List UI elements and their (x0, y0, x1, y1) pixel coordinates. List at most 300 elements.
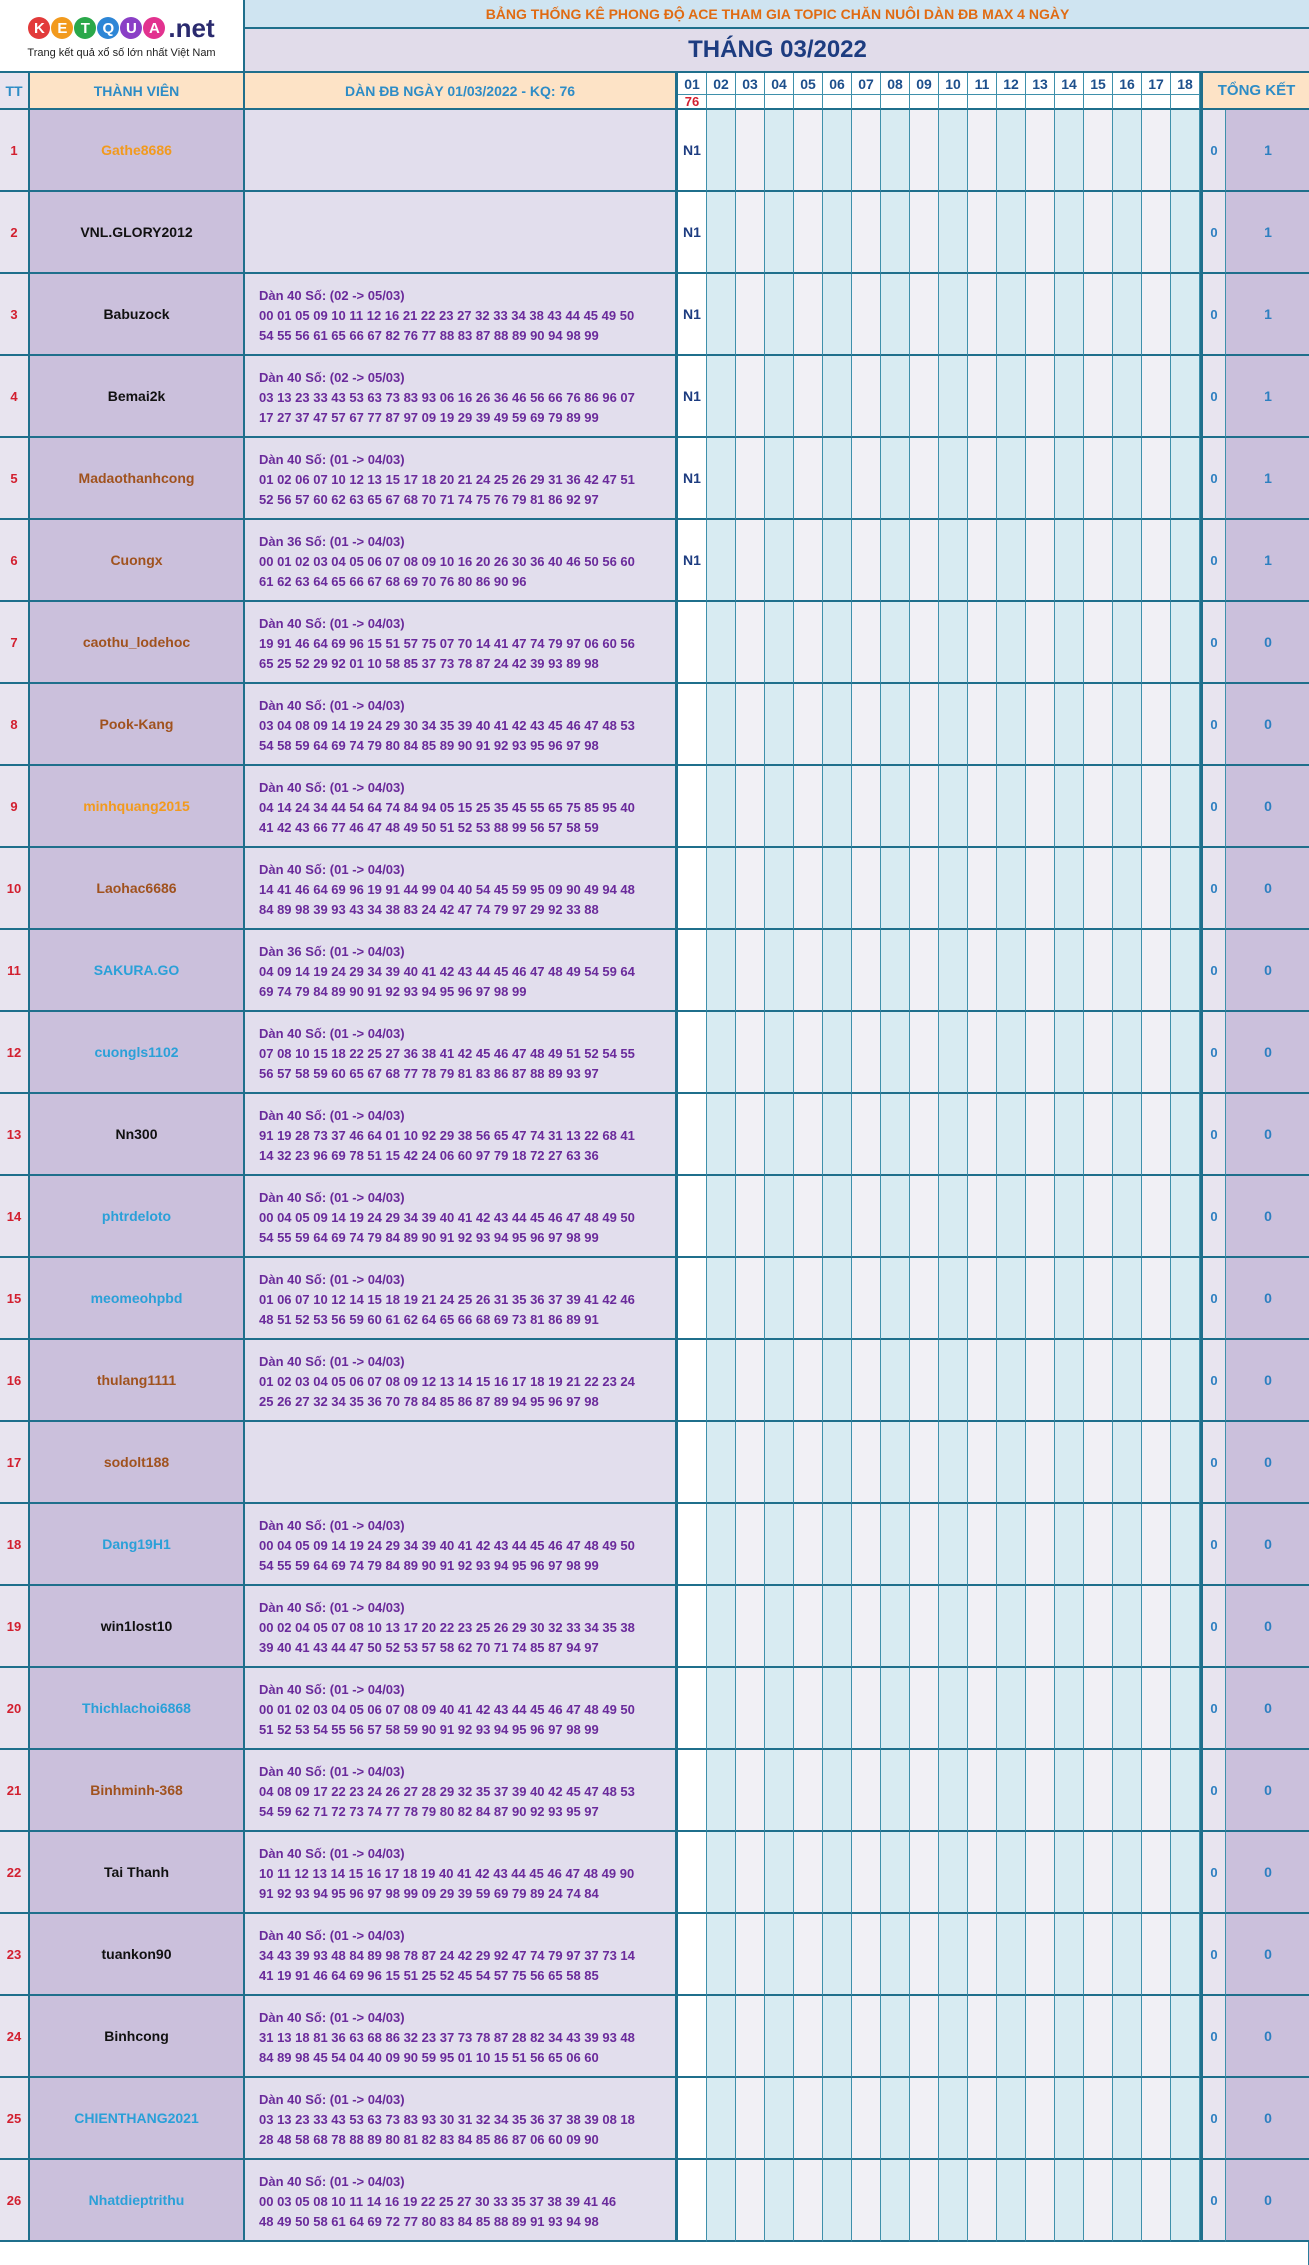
day-cell (1171, 1914, 1200, 1996)
day-result-10 (939, 95, 968, 110)
day-result-05 (794, 95, 823, 110)
dan-title: Dàn 40 Số: (01 -> 04/03) (259, 2010, 405, 2025)
day-cell (765, 1586, 794, 1668)
day-cell (678, 1914, 707, 1996)
row-number: 25 (0, 2078, 30, 2160)
day-cell (881, 520, 910, 602)
day-cell (823, 1668, 852, 1750)
day-cell (910, 1094, 939, 1176)
day-cell (765, 1258, 794, 1340)
day-cell (881, 930, 910, 1012)
score-cell: 0 (1200, 1586, 1226, 1668)
day-cell (1171, 930, 1200, 1012)
total-cell: 0 (1226, 684, 1309, 766)
day-cell (736, 110, 765, 192)
dan-numbers-cell (245, 274, 678, 356)
day-cell (997, 1750, 1026, 1832)
dan-number-line: 56 57 58 59 60 65 67 68 77 78 79 81 83 86 87 88 89 93 97 (259, 1066, 599, 1081)
dan-number-line: 65 25 52 29 92 01 10 58 85 37 73 78 87 24 42 39 93 89 98 (259, 656, 599, 671)
member-name[interactable]: win1lost10 (30, 1586, 245, 1668)
row-number: 12 (0, 1012, 30, 1094)
day-cell (997, 766, 1026, 848)
day-cell (1026, 1996, 1055, 2078)
day-result-07 (852, 95, 881, 110)
day-cell (1113, 684, 1142, 766)
day-cell (1084, 1914, 1113, 1996)
score-cell: 0 (1200, 192, 1226, 274)
member-name[interactable]: Nn300 (30, 1094, 245, 1176)
member-name[interactable]: VNL.GLORY2012 (30, 192, 245, 274)
day-cell (736, 1012, 765, 1094)
day-cell (1026, 1258, 1055, 1340)
day-cell (1026, 356, 1055, 438)
day-cell (1055, 602, 1084, 684)
day-header-12: 12 (997, 73, 1026, 95)
day-cell (1113, 1176, 1142, 1258)
day-cell (707, 602, 736, 684)
day-cell (968, 274, 997, 356)
total-cell: 0 (1226, 1012, 1309, 1094)
day-cell (881, 1176, 910, 1258)
day-cell (765, 602, 794, 684)
day-cell (968, 110, 997, 192)
dan-title: Dàn 40 Số: (01 -> 04/03) (259, 1600, 405, 1615)
dan-title: Dàn 40 Số: (01 -> 04/03) (259, 1354, 405, 1369)
score-cell: 0 (1200, 2160, 1226, 2242)
member-name[interactable]: Gathe8686 (30, 110, 245, 192)
dan-number-line: 03 13 23 33 43 53 63 73 83 93 06 16 26 36 46 56 66 76 86 96 07 (259, 390, 635, 405)
row-number: 24 (0, 1996, 30, 2078)
dan-number-line: 69 74 79 84 89 90 91 92 93 94 95 96 97 98 99 (259, 984, 527, 999)
dan-number-line: 28 48 58 68 78 88 89 80 81 82 83 84 85 86 87 06 60 09 90 (259, 2132, 599, 2147)
day-cell (1142, 848, 1171, 930)
day-cell (736, 192, 765, 274)
day-cell (765, 356, 794, 438)
day-cell (1113, 1832, 1142, 1914)
day-cell (1084, 110, 1113, 192)
member-name[interactable]: Tai Thanh (30, 1832, 245, 1914)
member-name[interactable]: Dang19H1 (30, 1504, 245, 1586)
dan-numbers-cell (245, 2078, 678, 2160)
day-header-08: 08 (881, 73, 910, 95)
dan-title: Dàn 40 Số: (01 -> 04/03) (259, 1928, 405, 1943)
day-cell (968, 930, 997, 1012)
dan-number-line: 84 89 98 39 93 43 34 38 83 24 42 47 74 79 97 29 92 33 88 (259, 902, 599, 917)
day-cell (1055, 110, 1084, 192)
day-cell (1055, 1832, 1084, 1914)
member-name[interactable]: minhquang2015 (30, 766, 245, 848)
day-cell (1026, 1750, 1055, 1832)
day-cell (765, 766, 794, 848)
day-header-10: 10 (939, 73, 968, 95)
day-cell (707, 848, 736, 930)
day-cell (707, 1996, 736, 2078)
day-cell (881, 1586, 910, 1668)
dan-number-line: 39 40 41 43 44 47 50 52 53 57 58 62 70 71 74 85 87 94 97 (259, 1640, 599, 1655)
day-cell (939, 192, 968, 274)
day-cell (794, 1586, 823, 1668)
site-logo[interactable] (0, 0, 245, 73)
row-number: 1 (0, 110, 30, 192)
day-cell (1113, 1750, 1142, 1832)
day-cell (678, 1668, 707, 1750)
day-cell: N1 (678, 110, 707, 192)
day-header-06: 06 (823, 73, 852, 95)
member-name[interactable]: Thichlachoi6868 (30, 1668, 245, 1750)
day-cell (852, 2160, 881, 2242)
day-header-15: 15 (1084, 73, 1113, 95)
dan-title: Dàn 40 Số: (01 -> 04/03) (259, 452, 405, 467)
day-cell (997, 848, 1026, 930)
day-cell (1055, 1668, 1084, 1750)
day-cell (678, 766, 707, 848)
member-name[interactable]: Cuongx (30, 520, 245, 602)
day-cell (910, 274, 939, 356)
member-name[interactable]: SAKURA.GO (30, 930, 245, 1012)
day-cell (1171, 1750, 1200, 1832)
day-cell (997, 684, 1026, 766)
day-cell (1113, 1340, 1142, 1422)
day-cell (1142, 520, 1171, 602)
member-name[interactable]: Madaothanhcong (30, 438, 245, 520)
day-cell (910, 1750, 939, 1832)
total-cell: 1 (1226, 274, 1309, 356)
dan-title: Dàn 36 Số: (01 -> 04/03) (259, 944, 405, 959)
day-cell (997, 1832, 1026, 1914)
day-header-01: 01 (678, 73, 707, 95)
day-cell (1171, 1422, 1200, 1504)
day-cell (1142, 1996, 1171, 2078)
day-cell (1026, 274, 1055, 356)
member-name[interactable]: thulang1111 (30, 1340, 245, 1422)
day-cell (1055, 1750, 1084, 1832)
day-cell (794, 1750, 823, 1832)
day-cell (765, 192, 794, 274)
dan-numbers-cell (245, 602, 678, 684)
dan-number-line: 00 04 05 09 14 19 24 29 34 39 40 41 42 43 44 45 46 47 48 49 50 (259, 1538, 635, 1553)
day-cell (968, 1996, 997, 2078)
member-name[interactable]: Binhminh-368 (30, 1750, 245, 1832)
score-cell: 0 (1200, 274, 1226, 356)
day-cell (736, 274, 765, 356)
member-name[interactable]: tuankon90 (30, 1914, 245, 1996)
member-name[interactable]: caothu_lodehoc (30, 602, 245, 684)
day-cell (1026, 930, 1055, 1012)
day-cell (1055, 1012, 1084, 1094)
day-cell (910, 1668, 939, 1750)
dan-numbers-cell (245, 1258, 678, 1340)
day-cell (1142, 438, 1171, 520)
day-cell (1171, 1832, 1200, 1914)
day-cell (794, 356, 823, 438)
day-cell (910, 1832, 939, 1914)
dan-numbers-cell (245, 848, 678, 930)
day-cell (1171, 192, 1200, 274)
member-name[interactable]: Laohac6686 (30, 848, 245, 930)
day-cell (823, 1340, 852, 1422)
day-cell (852, 1832, 881, 1914)
dan-numbers-cell (245, 1504, 678, 1586)
row-number: 4 (0, 356, 30, 438)
dan-numbers-cell (245, 930, 678, 1012)
day-cell (1171, 766, 1200, 848)
day-cell (997, 1996, 1026, 2078)
day-cell (997, 2160, 1026, 2242)
day-cell (678, 848, 707, 930)
dan-number-line: 01 02 06 07 10 12 13 15 17 18 20 21 24 25 26 29 31 36 42 47 51 (259, 472, 635, 487)
day-cell (1026, 848, 1055, 930)
table-banner: BẢNG THỐNG KÊ PHONG ĐỘ ACE THAM GIA TOPIC CHĂN NUÔI DÀN ĐB MAX 4 NGÀY (245, 0, 1309, 29)
day-cell (794, 684, 823, 766)
day-cell (1026, 438, 1055, 520)
day-cell (678, 602, 707, 684)
day-cell (997, 1258, 1026, 1340)
day-result-03 (736, 95, 765, 110)
day-cell (678, 1504, 707, 1586)
dan-title: Dàn 40 Số: (01 -> 04/03) (259, 862, 405, 877)
dan-number-line: 19 91 46 64 69 96 15 51 57 75 07 70 14 41 47 74 79 97 06 60 56 (259, 636, 635, 651)
day-cell (1026, 1422, 1055, 1504)
day-cell (1026, 192, 1055, 274)
day-cell (1055, 1094, 1084, 1176)
day-cell (939, 1996, 968, 2078)
row-number: 13 (0, 1094, 30, 1176)
day-cell (1113, 1914, 1142, 1996)
day-cell (852, 1914, 881, 1996)
dan-number-line: 01 02 03 04 05 06 07 08 09 12 13 14 15 16 17 18 19 21 22 23 24 (259, 1374, 635, 1389)
day-cell (794, 1094, 823, 1176)
day-cell (968, 520, 997, 602)
day-cell (910, 356, 939, 438)
logo-suffix: .net (168, 12, 215, 43)
day-cell (736, 930, 765, 1012)
day-result-15 (1084, 95, 1113, 110)
day-cell (736, 684, 765, 766)
dan-number-line: 03 04 08 09 14 19 24 29 30 34 35 39 40 41 42 43 45 46 47 48 53 (259, 718, 635, 733)
day-cell (1084, 1586, 1113, 1668)
day-cell (1142, 1504, 1171, 1586)
day-cell (1113, 1258, 1142, 1340)
day-result-01: 76 (678, 95, 707, 110)
score-cell: 0 (1200, 1750, 1226, 1832)
dan-number-line: 25 26 27 32 34 35 36 70 78 84 85 86 87 89 94 95 96 97 98 (259, 1394, 599, 1409)
score-cell: 0 (1200, 1668, 1226, 1750)
day-cell (852, 1586, 881, 1668)
day-cell (968, 356, 997, 438)
day-cell (707, 1504, 736, 1586)
day-cell (736, 2078, 765, 2160)
day-cell (939, 2160, 968, 2242)
day-cell (1171, 848, 1200, 930)
day-cell (997, 1586, 1026, 1668)
member-name[interactable]: cuongls1102 (30, 1012, 245, 1094)
dan-number-line: 54 55 59 64 69 74 79 84 89 90 91 92 93 94 95 96 97 98 99 (259, 1230, 599, 1245)
day-cell (1055, 1176, 1084, 1258)
day-cell (1055, 192, 1084, 274)
day-cell (1055, 274, 1084, 356)
total-cell: 0 (1226, 1422, 1309, 1504)
day-result-08 (881, 95, 910, 110)
score-cell: 0 (1200, 1914, 1226, 1996)
day-cell (852, 930, 881, 1012)
day-cell (1142, 110, 1171, 192)
logo-letter-ball: K (28, 17, 50, 39)
day-cell (1113, 1668, 1142, 1750)
day-cell (794, 1832, 823, 1914)
day-cell (736, 1996, 765, 2078)
day-cell (1055, 1340, 1084, 1422)
score-cell: 0 (1200, 766, 1226, 848)
day-cell (765, 520, 794, 602)
day-cell (1084, 848, 1113, 930)
day-cell (707, 438, 736, 520)
day-cell (1084, 1258, 1113, 1340)
dan-number-line: 54 58 59 64 69 74 79 80 84 85 89 90 91 92 93 95 96 97 98 (259, 738, 599, 753)
member-name[interactable]: Pook-Kang (30, 684, 245, 766)
day-cell (736, 438, 765, 520)
day-cell (1171, 1668, 1200, 1750)
day-cell (852, 356, 881, 438)
day-cell (823, 1914, 852, 1996)
total-cell: 1 (1226, 110, 1309, 192)
day-cell (1142, 1668, 1171, 1750)
day-cell (1026, 602, 1055, 684)
day-cell (997, 356, 1026, 438)
dan-number-line: 03 13 23 33 43 53 63 73 83 93 30 31 32 34 35 36 37 38 39 08 18 (259, 2112, 635, 2127)
day-cell (736, 1094, 765, 1176)
day-cell (1113, 192, 1142, 274)
day-cell (1084, 1094, 1113, 1176)
day-cell (707, 1750, 736, 1832)
score-cell: 0 (1200, 110, 1226, 192)
member-name[interactable]: Bemai2k (30, 356, 245, 438)
logo-tagline: Trang kết quả xổ số lớn nhất Việt Nam (27, 46, 216, 59)
day-cell (823, 930, 852, 1012)
day-cell (1026, 1504, 1055, 1586)
day-cell (707, 274, 736, 356)
day-cell (997, 1504, 1026, 1586)
row-number: 5 (0, 438, 30, 520)
score-cell: 0 (1200, 930, 1226, 1012)
day-cell (736, 356, 765, 438)
day-cell (968, 1504, 997, 1586)
day-cell (997, 1012, 1026, 1094)
member-name[interactable]: Babuzock (30, 274, 245, 356)
dan-numbers-cell (245, 520, 678, 602)
day-cell (910, 1504, 939, 1586)
day-result-16 (1113, 95, 1142, 110)
score-cell: 0 (1200, 1094, 1226, 1176)
day-cell (765, 684, 794, 766)
day-cell (1084, 2160, 1113, 2242)
day-cell (910, 192, 939, 274)
total-cell: 0 (1226, 1996, 1309, 2078)
total-cell: 0 (1226, 2078, 1309, 2160)
day-cell (1055, 848, 1084, 930)
day-cell (794, 848, 823, 930)
day-cell (939, 1094, 968, 1176)
member-name[interactable]: sodolt188 (30, 1422, 245, 1504)
day-cell (1084, 192, 1113, 274)
score-cell: 0 (1200, 520, 1226, 602)
day-header-02: 02 (707, 73, 736, 95)
day-cell (852, 520, 881, 602)
day-cell (707, 1832, 736, 1914)
day-cell (1171, 684, 1200, 766)
member-name[interactable]: meomeohpbd (30, 1258, 245, 1340)
day-cell (794, 766, 823, 848)
day-cell (1113, 848, 1142, 930)
day-cell (852, 602, 881, 684)
day-cell (765, 1176, 794, 1258)
day-cell (678, 2078, 707, 2160)
day-cell (1084, 356, 1113, 438)
day-cell (939, 110, 968, 192)
day-cell (1142, 2160, 1171, 2242)
dan-numbers-cell (245, 1422, 678, 1504)
dan-number-line: 14 32 23 96 69 78 51 15 42 24 06 60 97 79 18 72 27 63 36 (259, 1148, 599, 1163)
column-header-tt: TT (0, 73, 30, 110)
member-name[interactable]: Nhatdieptrithu (30, 2160, 245, 2242)
day-cell: N1 (678, 192, 707, 274)
day-cell (1171, 1996, 1200, 2078)
day-cell (794, 1504, 823, 1586)
column-header-member: THÀNH VIÊN (30, 73, 245, 110)
day-cell (1142, 356, 1171, 438)
day-cell (823, 684, 852, 766)
day-cell (968, 1012, 997, 1094)
member-name[interactable]: phtrdeloto (30, 1176, 245, 1258)
member-name[interactable]: Binhcong (30, 1996, 245, 2078)
day-cell (968, 766, 997, 848)
day-result-09 (910, 95, 939, 110)
day-cell (794, 520, 823, 602)
member-name[interactable]: CHIENTHANG2021 (30, 2078, 245, 2160)
day-cell (939, 848, 968, 930)
score-cell: 0 (1200, 1422, 1226, 1504)
day-cell (939, 1586, 968, 1668)
day-cell (765, 438, 794, 520)
day-cell (910, 2078, 939, 2160)
dan-number-line: 00 01 02 03 04 05 06 07 08 09 10 16 20 26 30 36 40 46 50 56 60 (259, 554, 635, 569)
day-cell (939, 520, 968, 602)
day-cell: N1 (678, 520, 707, 602)
day-cell (678, 930, 707, 1012)
day-cell (823, 2160, 852, 2242)
day-cell (910, 1422, 939, 1504)
day-cell (968, 1668, 997, 1750)
day-cell (1171, 602, 1200, 684)
dan-numbers-cell (245, 1750, 678, 1832)
day-cell (1113, 1094, 1142, 1176)
day-cell (852, 110, 881, 192)
day-cell (823, 520, 852, 602)
day-cell (736, 2160, 765, 2242)
day-cell (881, 356, 910, 438)
column-header-total: TỔNG KẾT (1200, 73, 1309, 110)
row-number: 11 (0, 930, 30, 1012)
day-cell (1084, 684, 1113, 766)
dan-number-line: 52 56 57 60 62 63 65 67 68 70 71 74 75 76 79 81 86 92 97 (259, 492, 599, 507)
day-cell (968, 2160, 997, 2242)
day-cell (852, 1176, 881, 1258)
day-cell (852, 1094, 881, 1176)
day-cell (1084, 1750, 1113, 1832)
day-cell (1084, 930, 1113, 1012)
day-cell (1084, 2078, 1113, 2160)
total-cell: 0 (1226, 602, 1309, 684)
score-cell: 0 (1200, 1176, 1226, 1258)
